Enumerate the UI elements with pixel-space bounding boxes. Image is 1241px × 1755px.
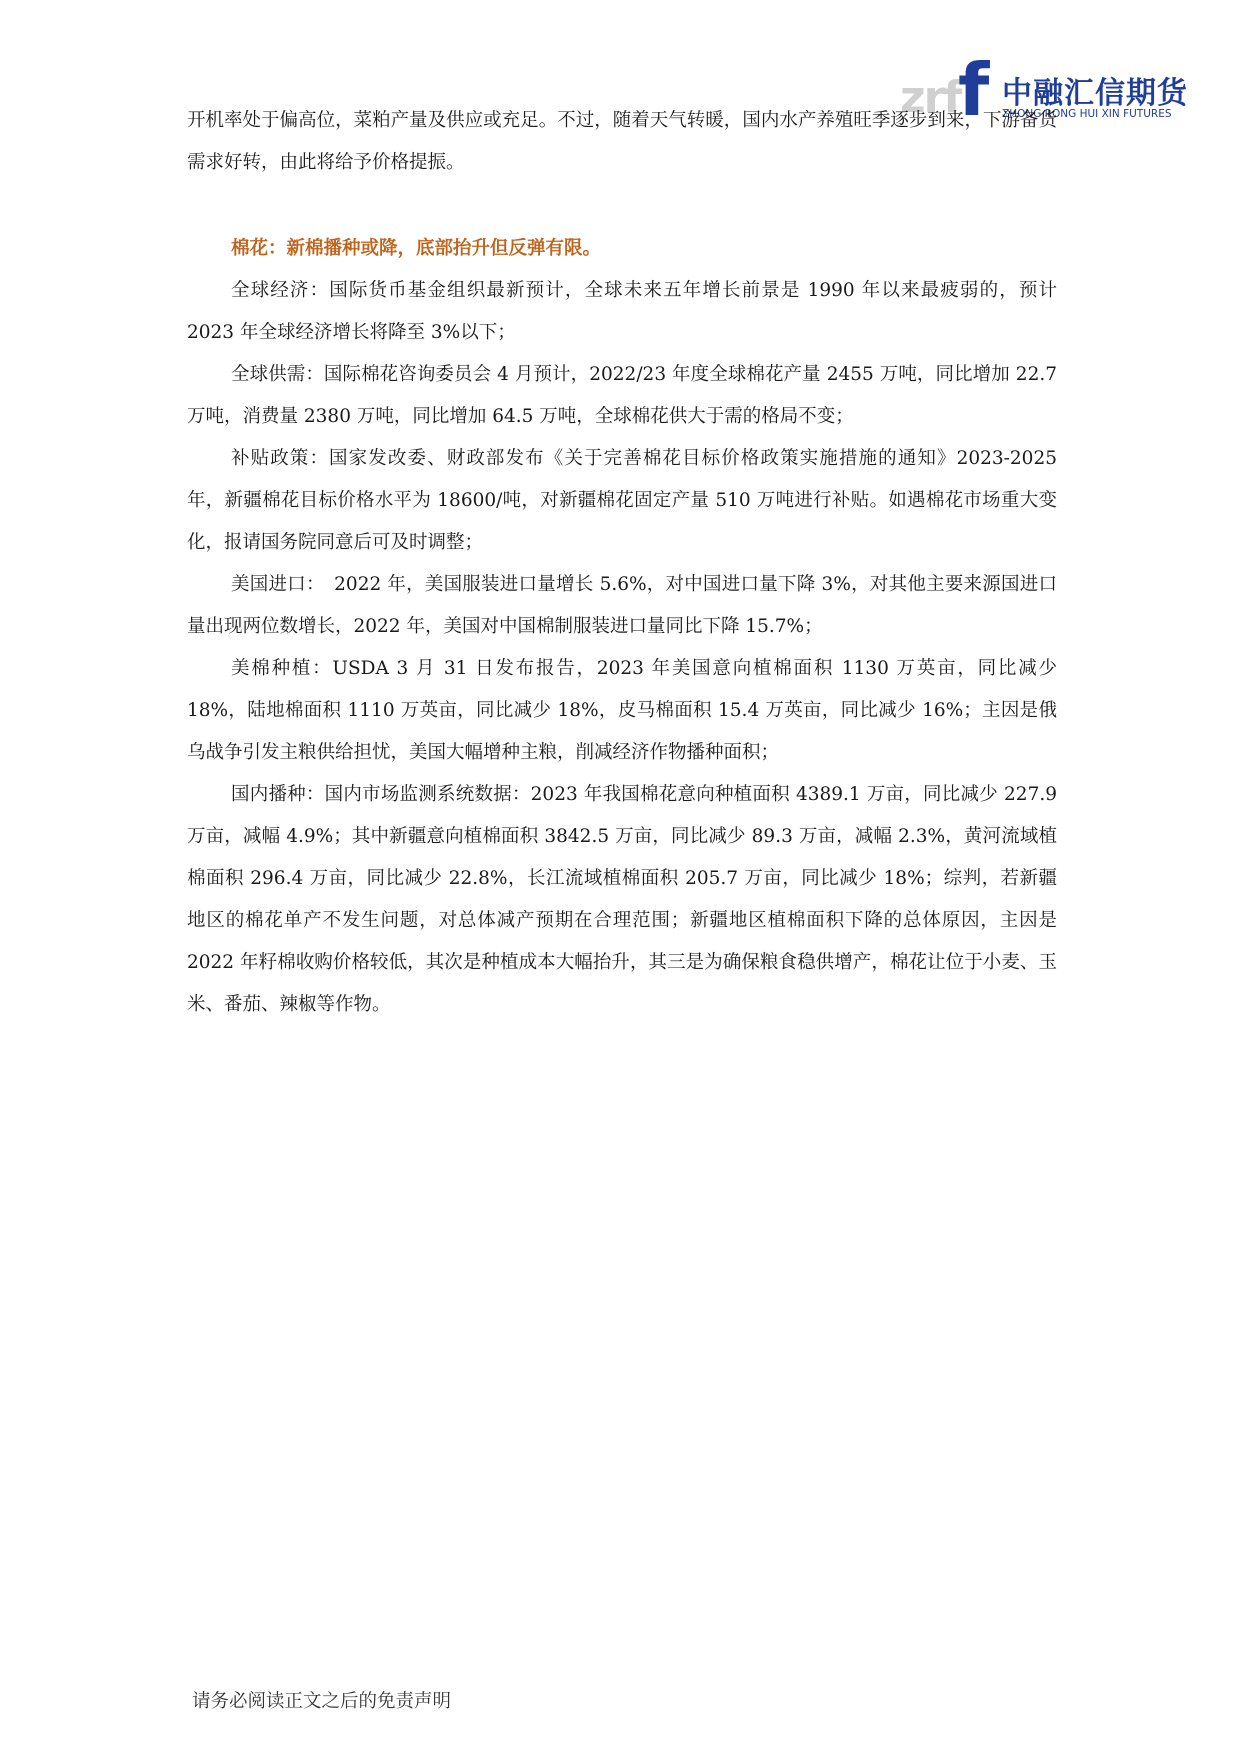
document-body (187, 100, 1057, 1026)
paragraph-us-import: 美国进口： 2022 年，美国服装进口量增长 5.6%，对中国进口量下降 3%，对其他主要来源国进口量出现两位数增长，2022 年，美国对中国棉制服装进口量同比下降 15.7%； (187, 574, 1057, 637)
logo-name-en: ZHONG RONG HUI XIN FUTURES (1002, 108, 1172, 120)
paragraph-global-supply: 全球供需：国际棉花咨询委员会 4 月预计，2022/23 年度全球棉花产量 2455 万吨，同比增加 22.7 万吨，消费量 2380 万吨，同比增加 64.5 万吨，全球棉花供大于需的格局不变； (187, 364, 1057, 427)
paragraph-intro: 开机率处于偏高位，菜粕产量及供应或充足。不过，随着天气转暖，国内水产养殖旺季逐步到来，下游备货需求好转，由此将给予价格提振。 (187, 110, 1057, 173)
logo-f-glyph: f (958, 48, 990, 132)
paragraph-domestic-planting: 国内播种：国内市场监测系统数据：2023 年我国棉花意向种植面积 4389.1 万亩，同比减少 227.9 万亩，减幅 4.9%；其中新疆意向植棉面积 3842.5 万亩，同比减少 89.3 万亩，减幅 2.3%，黄河流域植棉面积 296.4 万亩，同比减少 22.8%，长江流域植棉面积 205.7 万亩，同比减少 18%；综判，若新疆地区的棉花单产不发生问题，对总体减产预期在合理范围；新疆地区植棉面积下降的总体原因，主因是 2022 年籽棉收购价格较低，其次是种植成本大幅抬升，其三是为确保粮食稳供增产，棉花让位于小麦、玉米、番茄、辣椒等作物。 (187, 784, 1057, 1015)
footer-disclaimer: 请务必阅读正文之后的免责声明 (192, 1691, 452, 1712)
section-heading-cotton: 棉花：新棉播种或降，底部抬升但反弹有限。 (231, 238, 602, 259)
paragraph-us-planting: 美棉种植：USDA 3 月 31 日发布报告，2023 年美国意向植棉面积 1130 万英亩，同比减少 18%，陆地棉面积 1110 万英亩，同比减少 18%，皮马棉面积 15.4 万英亩，同比减少 16%；主因是俄乌战争引发主粮供给担忧，美国大幅增种主粮，削减经济作物播种面积； (187, 658, 1057, 763)
paragraph-subsidy-policy: 补贴政策：国家发改委、财政部发布《关于完善棉花目标价格政策实施措施的通知》2023-2025 年，新疆棉花目标价格水平为 18600/吨，对新疆棉花固定产量 510 万吨进行补贴。如遇棉花市场重大变化，报请国务院同意后可及时调整； (187, 448, 1057, 553)
logo-name-cn: 中融汇信期货 (1002, 76, 1188, 111)
logo-mark: zrf (900, 72, 961, 123)
paragraph-global-economy: 全球经济：国际货币基金组织最新预计，全球未来五年增长前景是 1990 年以来最疲弱的，预计 2023 年全球经济增长将降至 3%以下； (187, 280, 1057, 343)
spacer (187, 184, 1057, 228)
